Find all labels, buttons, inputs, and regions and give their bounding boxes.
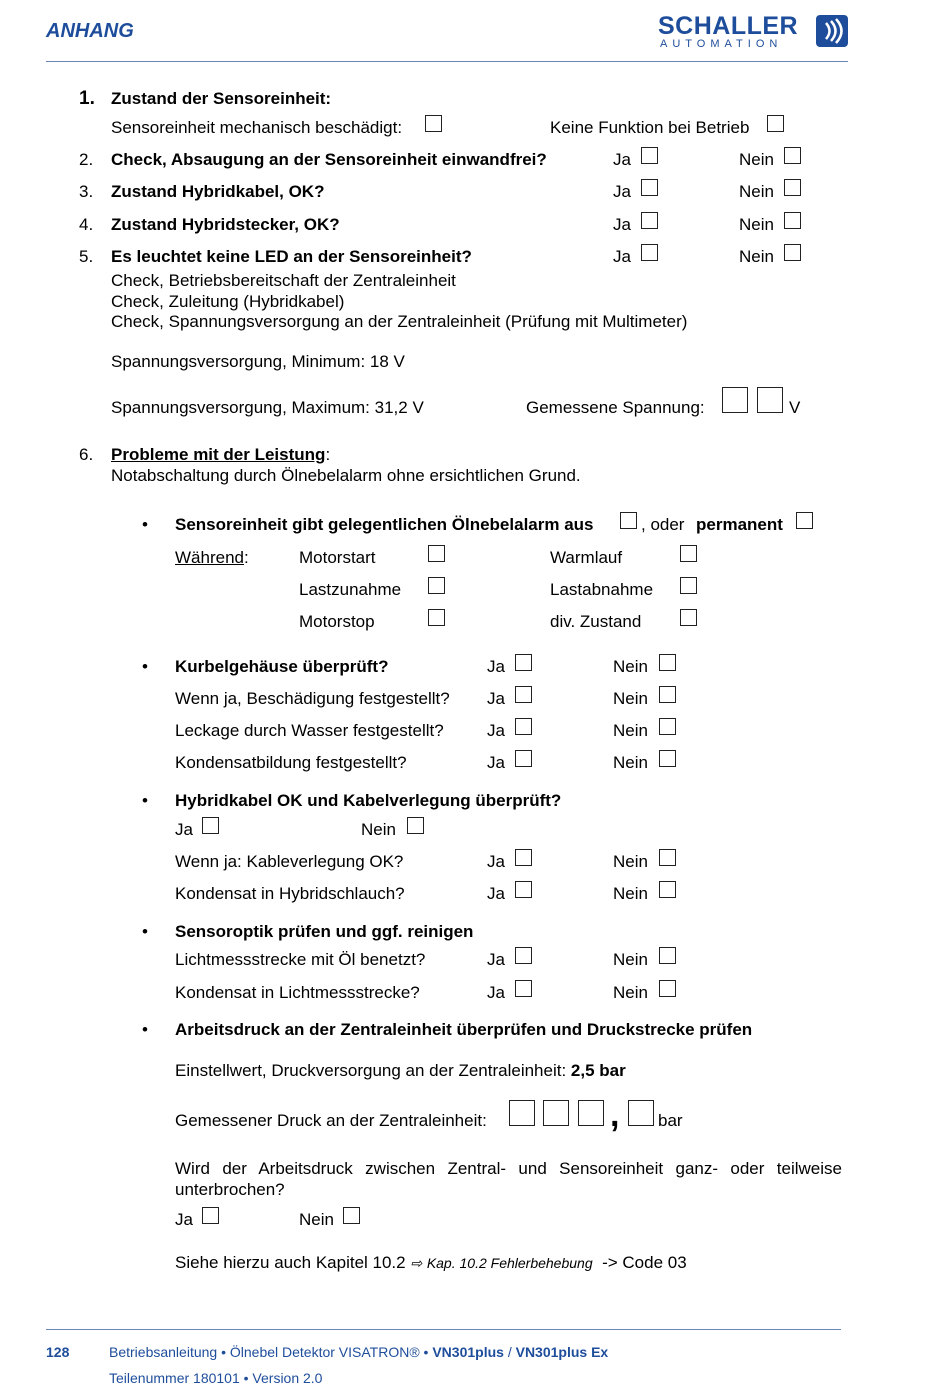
- druck-nein-label: Nein: [299, 1210, 334, 1229]
- opt-motorstart: Motorstart: [299, 548, 376, 567]
- see-text: Siehe hierzu auch Kapitel 10.2: [175, 1253, 406, 1272]
- q5-check-2: Check, Zuleitung (Hybridkabel): [111, 292, 345, 311]
- voltage-unit: V: [789, 398, 801, 417]
- checkbox-motorstop[interactable]: [428, 609, 445, 626]
- condensate-nein-label: Nein: [613, 753, 648, 772]
- druck-question-line1: Wird der Arbeitsdruck zwischen Zentral- und Sensoreinheit ganz- oder teilweise: [175, 1159, 842, 1178]
- damage-ja-label: Ja: [487, 689, 505, 708]
- voltage-digit-1[interactable]: [722, 387, 748, 413]
- optik-row-condensate: Kondensat in Lichtmessstrecke?: [175, 983, 420, 1002]
- kurbel-ja-checkbox[interactable]: [515, 654, 532, 671]
- q3-ja-checkbox[interactable]: [641, 179, 658, 196]
- condensate-ja-label: Ja: [487, 753, 505, 772]
- opt-div-zustand: div. Zustand: [550, 612, 642, 631]
- hose-ja-label: Ja: [487, 884, 505, 903]
- q2-text: Check, Absaugung an der Sensoreinheit einwandfrei?: [111, 150, 547, 169]
- optik-cond-ja-label: Ja: [487, 983, 505, 1002]
- alarm-permanent: permanent: [696, 515, 783, 534]
- error-code: -> Code 03: [602, 1253, 687, 1272]
- hybrid-title: Hybridkabel OK und Kabelverlegung überprüft?: [175, 791, 562, 810]
- druck-title: Arbeitsdruck an der Zentraleinheit überprüfen und Druckstrecke prüfen: [175, 1020, 753, 1039]
- condensate-nein-checkbox[interactable]: [659, 750, 676, 767]
- oil-nein-label: Nein: [613, 950, 648, 969]
- druck-ja-checkbox[interactable]: [202, 1207, 219, 1224]
- q4-ja-label: Ja: [613, 215, 631, 234]
- hose-nein-checkbox[interactable]: [659, 881, 676, 898]
- hybrid-nein-checkbox[interactable]: [407, 817, 424, 834]
- q6-number: 6.: [79, 445, 94, 464]
- optik-cond-nein-checkbox[interactable]: [659, 980, 676, 997]
- kurbel-title: Kurbelgehäuse überprüft?: [175, 657, 389, 676]
- pressure-digit-3[interactable]: [578, 1100, 604, 1126]
- checkbox-permanent[interactable]: [796, 512, 813, 529]
- q2-ja-checkbox[interactable]: [641, 147, 658, 164]
- optik-title: Sensoroptik prüfen und ggf. reinigen: [175, 922, 474, 941]
- hybrid-nein-label: Nein: [361, 820, 396, 839]
- oil-ja-checkbox[interactable]: [515, 947, 532, 964]
- optik-row-oil: Lichtmessstrecke mit Öl benetzt?: [175, 950, 426, 969]
- druck-setting-label: Einstellwert, Druckversorgung an der Zentraleinheit:: [175, 1061, 567, 1080]
- kurbel-ja-label: Ja: [487, 657, 505, 676]
- checkbox-lastzunahme[interactable]: [428, 577, 445, 594]
- q6-title: Probleme mit der Leistung: [111, 445, 326, 464]
- hybrid-row-hose: Kondensat in Hybridschlauch?: [175, 884, 405, 903]
- q5-measured-label: Gemessene Spannung:: [526, 398, 705, 417]
- footer-doc-a: Betriebsanleitung • Ölnebel Detektor VISATRON® •: [109, 1344, 429, 1360]
- bullet-icon: •: [142, 515, 148, 534]
- q2-nein-checkbox[interactable]: [784, 147, 801, 164]
- druck-ja-label: Ja: [175, 1210, 193, 1229]
- q3-nein-checkbox[interactable]: [784, 179, 801, 196]
- alarm-or: , oder: [641, 515, 685, 534]
- waehrend-colon: :: [243, 548, 249, 567]
- checkbox-lastabnahme[interactable]: [680, 577, 697, 594]
- q3-text: Zustand Hybridkabel, OK?: [111, 182, 325, 201]
- bullet-icon: •: [142, 791, 148, 810]
- damage-nein-checkbox[interactable]: [659, 686, 676, 703]
- oil-ja-label: Ja: [487, 950, 505, 969]
- footer-model-a: VN301plus: [432, 1344, 504, 1360]
- q5-text: Es leuchtet keine LED an der Sensoreinheit?: [111, 247, 472, 266]
- hose-ja-checkbox[interactable]: [515, 881, 532, 898]
- q5-check-1: Check, Betriebsbereitschaft der Zentraleinheit: [111, 271, 456, 290]
- checkbox-occasional[interactable]: [620, 512, 637, 529]
- footer-rule: [46, 1329, 841, 1330]
- q5-voltage-max: Spannungsversorgung, Maximum: 31,2 V: [111, 398, 424, 417]
- q3-nein-label: Nein: [739, 182, 774, 201]
- routing-ja-checkbox[interactable]: [515, 849, 532, 866]
- q1-number: 1.: [79, 88, 95, 109]
- kurbel-row-damage: Wenn ja, Beschädigung festgestellt?: [175, 689, 450, 708]
- opt-lastzunahme: Lastzunahme: [299, 580, 402, 599]
- pressure-decimal-comma: ,: [610, 1096, 620, 1134]
- waehrend-word: Während: [175, 548, 244, 567]
- kurbel-row-condensate: Kondensatbildung festgestellt?: [175, 753, 407, 772]
- opt-motorstop: Motorstop: [299, 612, 375, 631]
- q1-option-no-function: Keine Funktion bei Betrieb: [550, 118, 750, 137]
- kurbel-nein-label: Nein: [613, 657, 648, 676]
- alarm-text: Sensoreinheit gibt gelegentlichen Ölnebelalarm aus: [175, 515, 594, 534]
- leak-nein-checkbox[interactable]: [659, 718, 676, 735]
- voltage-digit-2[interactable]: [757, 387, 783, 413]
- q4-ja-checkbox[interactable]: [641, 212, 658, 229]
- footer-doc-title: [109, 1344, 608, 1360]
- schaller-logo-icon: [816, 15, 848, 47]
- hybrid-row-routing: Wenn ja: Kableverlegung OK?: [175, 852, 404, 871]
- q5-nein-checkbox[interactable]: [784, 244, 801, 261]
- routing-nein-checkbox[interactable]: [659, 849, 676, 866]
- oil-nein-checkbox[interactable]: [659, 947, 676, 964]
- q5-nein-label: Nein: [739, 247, 774, 266]
- druck-question-line2: unterbrochen?: [175, 1180, 285, 1199]
- condensate-ja-checkbox[interactable]: [515, 750, 532, 767]
- druck-setting: [175, 1061, 626, 1081]
- checkbox-motorstart[interactable]: [428, 545, 445, 562]
- druck-nein-checkbox[interactable]: [343, 1207, 360, 1224]
- footer-part-number: Teilenummer 180101 • Version 2.0: [109, 1370, 323, 1386]
- checkbox-no-function[interactable]: [767, 115, 784, 132]
- hybrid-ja-label: Ja: [175, 820, 193, 839]
- leak-ja-label: Ja: [487, 721, 505, 740]
- druck-setting-value: 2,5 bar: [570, 1061, 626, 1080]
- page-number: 128: [46, 1344, 70, 1360]
- checkbox-warmlauf[interactable]: [680, 545, 697, 562]
- kurbel-row-leak: Leckage durch Wasser festgestellt?: [175, 721, 444, 740]
- header-rule: [46, 61, 848, 62]
- q4-text: Zustand Hybridstecker, OK?: [111, 215, 340, 234]
- q1-option-damaged: Sensoreinheit mechanisch beschädigt:: [111, 118, 403, 137]
- pressure-unit: bar: [658, 1111, 683, 1130]
- q6-heading: [111, 445, 330, 465]
- q5-ja-label: Ja: [613, 247, 631, 266]
- bullet-icon: •: [142, 922, 148, 941]
- chapter-reference-link[interactable]: Kap. 10.2 Fehlerbehebung: [426, 1255, 593, 1271]
- section-title: ANHANG: [46, 20, 134, 42]
- optik-cond-ja-checkbox[interactable]: [515, 980, 532, 997]
- footer-slash: /: [507, 1344, 512, 1360]
- leak-nein-label: Nein: [613, 721, 648, 740]
- opt-warmlauf: Warmlauf: [550, 548, 623, 567]
- routing-nein-label: Nein: [613, 852, 648, 871]
- q2-nein-label: Nein: [739, 150, 774, 169]
- q5-check-3: Check, Spannungsversorgung an der Zentraleinheit (Prüfung mit Multimeter): [111, 312, 688, 331]
- damage-ja-checkbox[interactable]: [515, 686, 532, 703]
- pressure-digit-2[interactable]: [543, 1100, 569, 1126]
- q1-title: Zustand der Sensoreinheit:: [111, 89, 332, 108]
- bullet-icon: •: [142, 1020, 148, 1039]
- optik-cond-nein-label: Nein: [613, 983, 648, 1002]
- damage-nein-label: Nein: [613, 689, 648, 708]
- logo-wordmark: SCHALLER: [658, 12, 799, 40]
- q6-subtitle: Notabschaltung durch Ölnebelalarm ohne ersichtlichen Grund.: [111, 466, 581, 485]
- q3-ja-label: Ja: [613, 182, 631, 201]
- footer-model-b: VN301plus Ex: [515, 1344, 609, 1360]
- q5-number: 5.: [79, 247, 94, 266]
- waehrend-label: [175, 548, 249, 568]
- pressure-digit-1[interactable]: [509, 1100, 535, 1126]
- routing-ja-label: Ja: [487, 852, 505, 871]
- opt-lastabnahme: Lastabnahme: [550, 580, 654, 599]
- q4-number: 4.: [79, 215, 94, 234]
- q6-title-colon: :: [325, 445, 331, 464]
- leak-ja-checkbox[interactable]: [515, 718, 532, 735]
- hose-nein-label: Nein: [613, 884, 648, 903]
- hybrid-ja-checkbox[interactable]: [202, 817, 219, 834]
- alarm-line: [175, 515, 594, 535]
- reference-arrow-icon: ⇨: [410, 1255, 423, 1271]
- q2-number: 2.: [79, 150, 94, 169]
- druck-measured-label: Gemessener Druck an der Zentraleinheit:: [175, 1111, 487, 1130]
- q4-nein-checkbox[interactable]: [784, 212, 801, 229]
- kurbel-nein-checkbox[interactable]: [659, 654, 676, 671]
- druck-see-line: [175, 1253, 687, 1273]
- logo-subtitle: AUTOMATION: [660, 38, 783, 50]
- q5-voltage-min: Spannungsversorgung, Minimum: 18 V: [111, 352, 405, 371]
- checkbox-damaged[interactable]: [425, 115, 442, 132]
- pressure-digit-4[interactable]: [628, 1100, 654, 1126]
- q3-number: 3.: [79, 182, 94, 201]
- q2-ja-label: Ja: [613, 150, 631, 169]
- bullet-icon: •: [142, 657, 148, 676]
- q4-nein-label: Nein: [739, 215, 774, 234]
- q5-ja-checkbox[interactable]: [641, 244, 658, 261]
- checkbox-div-zustand[interactable]: [680, 609, 697, 626]
